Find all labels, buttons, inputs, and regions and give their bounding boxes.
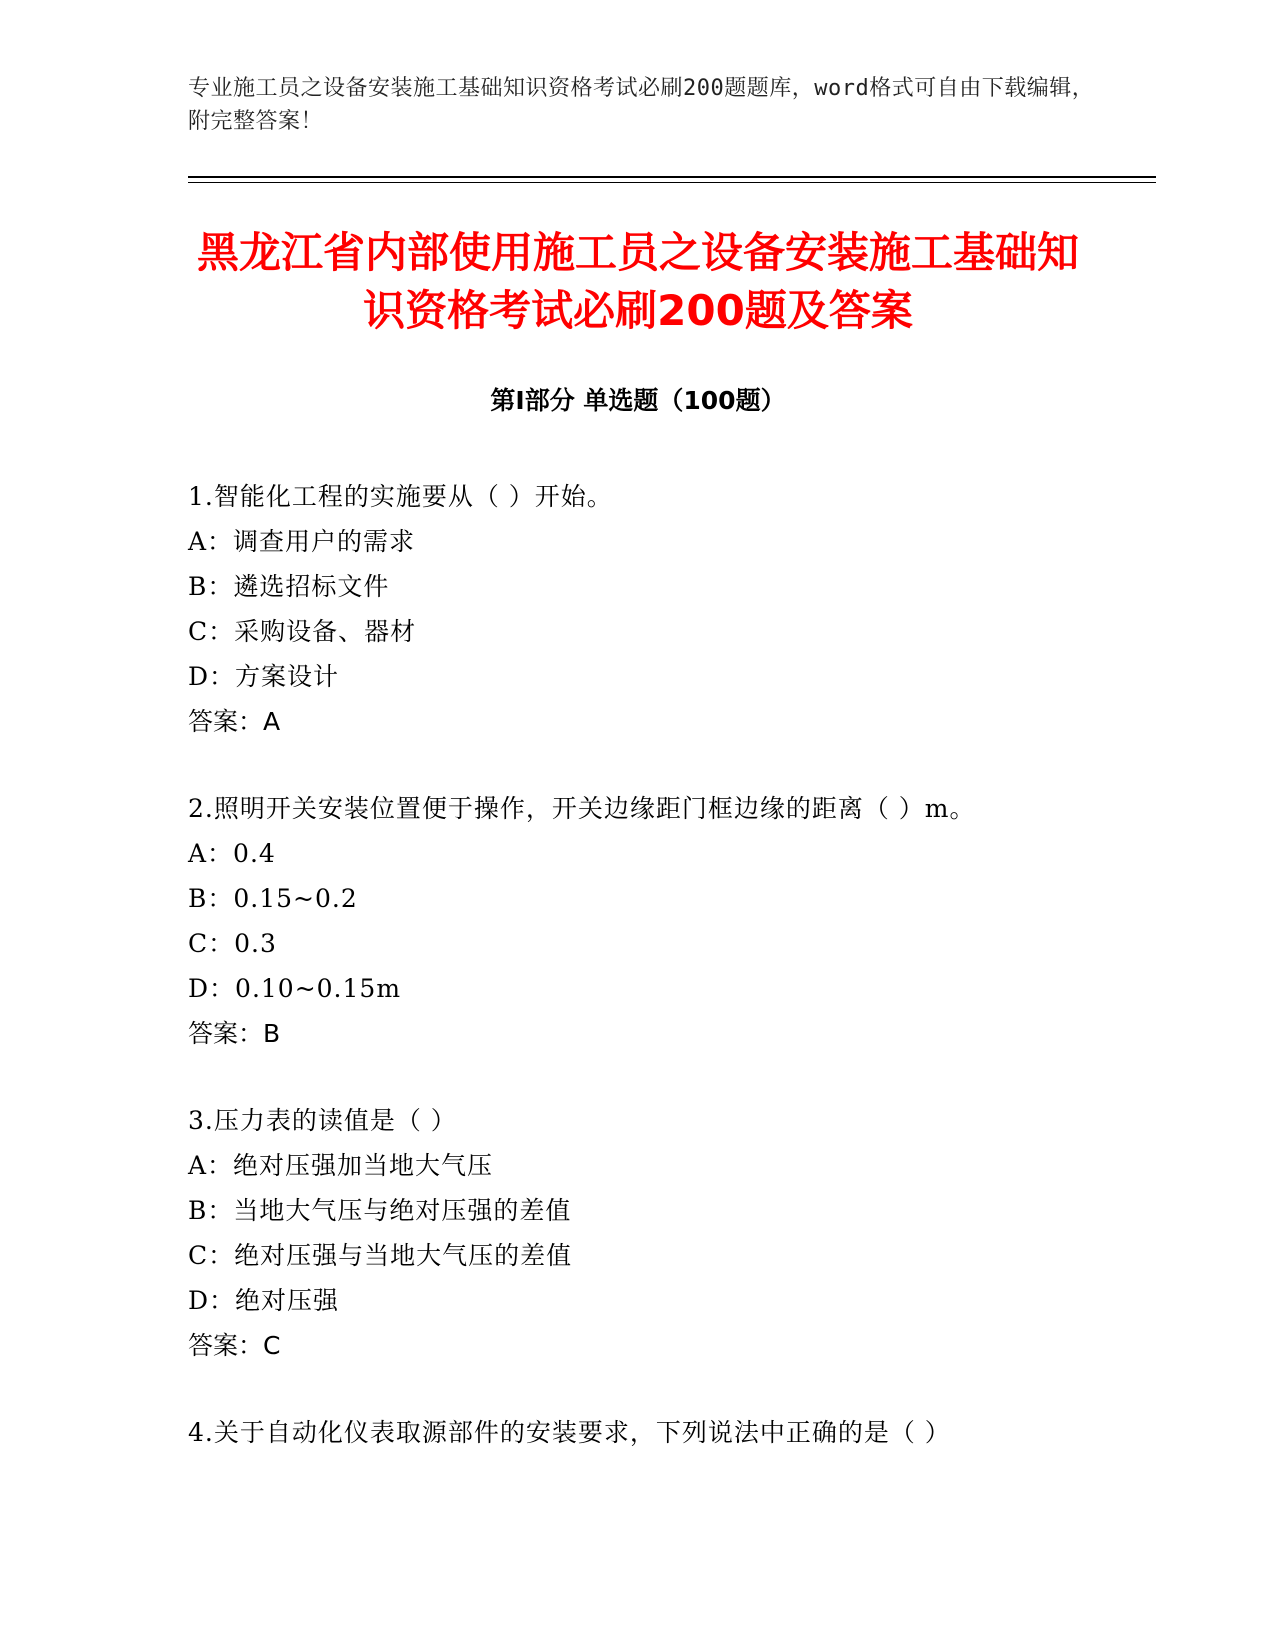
question-4 <box>188 1410 1148 1455</box>
option-a: A：调查用户的需求 <box>188 527 416 556</box>
question-stem: 4.关于自动化仪表取源部件的安装要求，下列说法中正确的是（ ） <box>188 1418 951 1447</box>
option-b: B：遴选招标文件 <box>188 572 390 601</box>
option-b: B：当地大气压与绝对压强的差值 <box>188 1196 572 1225</box>
option-a: A：0.4 <box>188 839 276 868</box>
header-rule-thick <box>188 176 1156 178</box>
option-c: C：0.3 <box>188 929 277 958</box>
question-stem: 3.压力表的读值是（ ） <box>188 1106 457 1135</box>
option-c: C：绝对压强与当地大气压的差值 <box>188 1241 573 1270</box>
option-a: A：绝对压强加当地大气压 <box>188 1151 494 1180</box>
answer: 答案：B <box>188 1019 281 1048</box>
header-note: 专业施工员之设备安装施工基础知识资格考试必刷200题题库，word格式可自由下载编辑，附完整答案！ <box>188 76 1095 134</box>
question-3 <box>188 1098 1148 1368</box>
option-d: D：方案设计 <box>188 662 340 691</box>
document-title: 黑龙江省内部使用施工员之设备安装施工基础知识资格考试必刷200题及答案 <box>196 228 1079 335</box>
option-d: D：绝对压强 <box>188 1286 340 1315</box>
option-b: B：0.15~0.2 <box>188 884 358 913</box>
question-stem: 1.智能化工程的实施要从（ ）开始。 <box>188 482 613 511</box>
question-1 <box>188 474 1148 744</box>
answer: 答案：A <box>188 707 281 736</box>
answer: 答案：C <box>188 1331 281 1360</box>
option-d: D：0.10~0.15m <box>188 974 402 1003</box>
question-stem: 2.照明开关安装位置便于操作，开关边缘距门框边缘的距离（ ）m。 <box>188 794 976 823</box>
section-title: 第Ⅰ部分 单选题（100题） <box>490 386 786 415</box>
header-rule-thin <box>188 182 1156 183</box>
option-c: C：采购设备、器材 <box>188 617 417 646</box>
question-list <box>188 474 1148 1497</box>
question-2 <box>188 786 1148 1056</box>
